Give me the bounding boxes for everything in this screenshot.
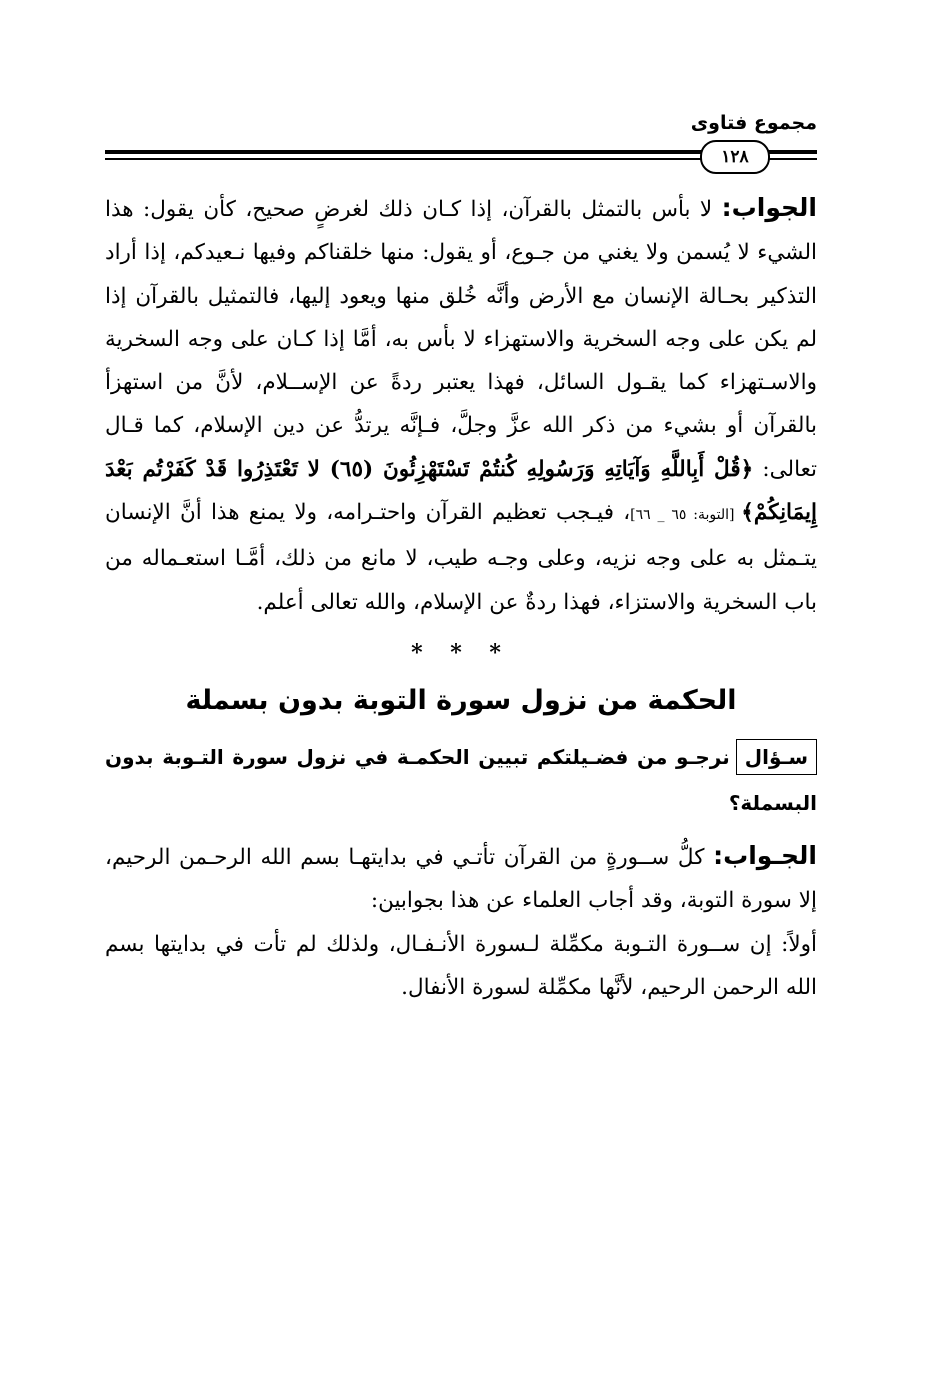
answer-label: الجواب: — [721, 193, 817, 222]
answer-text: لا بأس بالتمثل بالقرآن، إذا كـان ذلك لغرضٍ صحيح، كأن يقول: هذا الشيء لا يُسمن ولا يغني من جـوع، أو يقول: منها خلقناكم وفيها نـعيدكم، إذا أراد التذكير بحـالة الإنسان مع الأرض وأنَّه خُلق منها ويعود إليها، فالتمثيل بالقرآن إذا لم يكن على وجه السخرية والاستهزاء لا بأس به، أمَّا إذا كـان على وجه السخرية والاسـتهزاء كما يقـول السائل، فهذا يعتبر ردةً عن الإســلام، لأنَّ من استهزأ بالقرآن أو بشيء من ذكر الله عزَّ وجلَّ، فـإنَّه يرتدُّ عن دين الإسلام، كما قـال تعالى: — [105, 197, 817, 482]
page-body — [105, 186, 817, 1009]
question-paragraph — [105, 734, 817, 826]
answer-label-2: الجـواب: — [713, 840, 817, 870]
section-title: الحكمة من نزول سورة التوبة بدون بسملة — [185, 684, 737, 716]
answer-paragraph-2 — [105, 834, 817, 923]
question-label: سـؤال — [736, 739, 817, 775]
answer-text-2: كلُّ ســورةٍ من القرآن تأتـي في بدايتهـا بسم الله الرحـمن الرحيم، إلا سورة التوبة، وقد أجاب العلماء عن هذا بجوابين: — [105, 844, 817, 914]
page-header — [105, 112, 817, 172]
answer-text-continued: ، فيـجب تعظيم القرآن واحتـرامه، ولا يمنع هذا أنَّ الإنسان يتـمثل به على وجه نزيه، وعلى وجـه طيب، لا مانع من ذلك، أمَّـا استعـماله من باب السخرية والاستزاء، فهذا ردةٌ عن الإسلام، والله تعالى أعلم. — [105, 500, 817, 615]
page-number: ١٢٨ — [700, 140, 770, 174]
answer-paragraph — [105, 186, 817, 624]
point-paragraph: أولاً: إن ســورة التـوبة مكمِّلة لـسورة الأنـفـال، ولذلك لم تأت في بدايتها بسم الله الرحمن الرحيم، لأنَّها مكمِّلة لسورة الأنفال. — [105, 931, 817, 1000]
section-separator: * * * — [411, 639, 511, 666]
quran-verse: ﴿قُلْ أَبِاللَّهِ وَآيَاتِهِ وَرَسُولِهِ كُنتُمْ تَسْتَهْزِئُونَ (٦٥) لا تَعْتَذِرُوا قَدْ كَفَرْتُم بَعْدَ إِيمَانِكُمْ﴾ — [105, 456, 817, 526]
book-title: مجموع فتاوى — [690, 112, 817, 134]
question-text: نرجـو من فضـيلتكم تبيين الحكمـة في نزول سورة التـوبة بدون البسملة؟ — [105, 744, 817, 815]
quran-reference: [التوبة: ٦٥ _ ٦٦] — [630, 507, 742, 524]
